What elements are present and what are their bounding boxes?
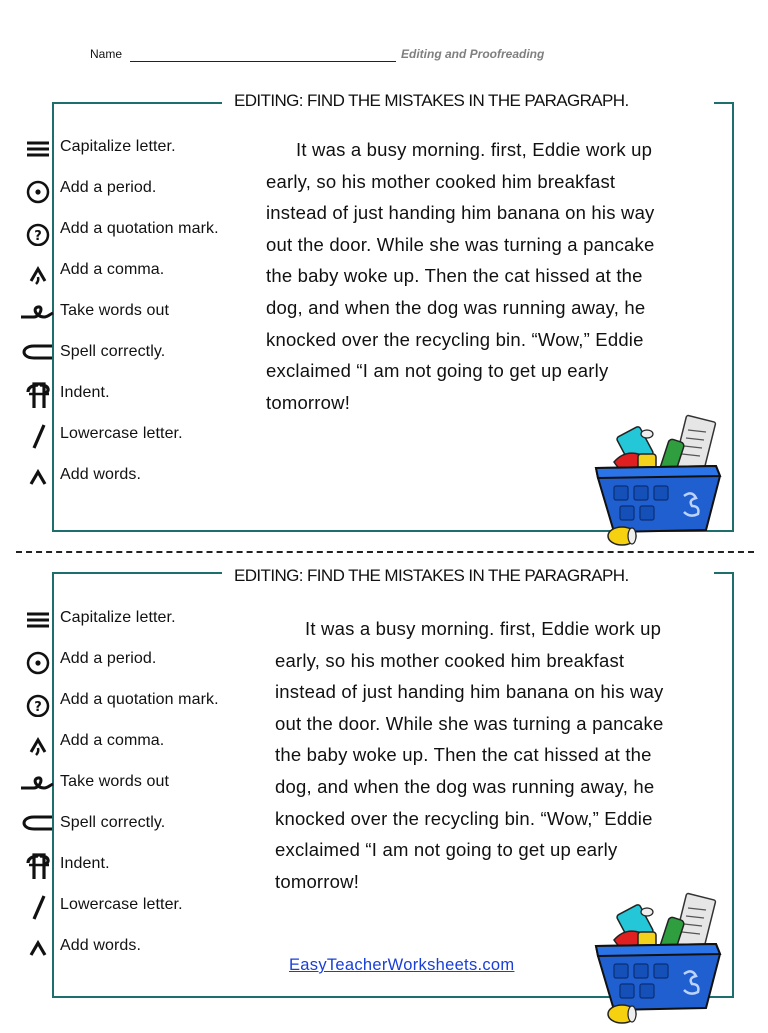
- circled-dot-icon: [20, 175, 56, 205]
- legend-item: [20, 605, 265, 635]
- legend-label: Lowercase letter.: [60, 896, 183, 913]
- legend-label: Add a quotation mark.: [60, 220, 219, 237]
- legend-item: [20, 892, 265, 922]
- caret-icon: [20, 933, 56, 963]
- slash-icon: [20, 892, 56, 922]
- svg-text:?: ?: [34, 229, 42, 244]
- caret-comma-icon: [20, 728, 56, 758]
- legend-label: Lowercase letter.: [60, 425, 183, 442]
- worksheet-subject: Editing and Proofreading: [401, 47, 545, 61]
- delete-loop-icon: [20, 769, 56, 799]
- frame-top: [52, 572, 222, 574]
- legend-item: [20, 298, 265, 328]
- legend-item: [20, 380, 265, 410]
- worksheet-section-1: [0, 0, 768, 483]
- section-title: EDITING: FIND THE MISTAKES IN THE PARAGRAPH.: [230, 566, 633, 586]
- legend-label: Add a period.: [60, 179, 157, 196]
- legend-item: [20, 687, 265, 717]
- legend-item: [20, 339, 265, 369]
- legend-label: Spell correctly.: [60, 343, 166, 360]
- circled-dot-icon: [20, 646, 56, 676]
- frame-top: [52, 102, 222, 104]
- legend-label: Indent.: [60, 855, 110, 872]
- legend-item: [20, 851, 265, 881]
- spell-arc-icon: [20, 810, 56, 840]
- legend-item: [20, 728, 265, 758]
- legend-label: Spell correctly.: [60, 814, 166, 831]
- triple-line-icon: [20, 605, 56, 635]
- paragraph-text: It was a busy morning. first, Eddie work up early, so his mother cooked him breakfast instead of just handing him banana on his way out the door. While she was turning a pancake the baby woke up. Then the cat hissed at the dog, and when the dog was running away, he knocked over the recycling bin. “Wow,” Eddie exclaimed “I am not going to get up early tomorrow!: [266, 139, 655, 413]
- legend-label: Indent.: [60, 384, 110, 401]
- legend-item: [20, 257, 265, 287]
- name-label: Name: [90, 47, 123, 61]
- slash-icon: [20, 421, 56, 451]
- delete-loop-icon: [20, 298, 56, 328]
- circled-question-icon: [20, 216, 56, 246]
- legend-label: Add a period.: [60, 650, 157, 667]
- frame-top: [714, 572, 734, 574]
- paragraph-mark-icon: [20, 851, 56, 881]
- legend-label: Add a comma.: [60, 261, 165, 278]
- spell-arc-icon: [20, 339, 56, 369]
- legend-item: [20, 769, 265, 799]
- legend-label: Add words.: [60, 937, 142, 954]
- legend-label: Take words out: [60, 773, 170, 790]
- legend-label: Capitalize letter.: [60, 609, 176, 626]
- caret-comma-icon: [20, 257, 56, 287]
- section-title: EDITING: FIND THE MISTAKES IN THE PARAGRAPH.: [230, 91, 633, 111]
- legend-item: [20, 421, 265, 451]
- recycling-bin-illustration: [592, 888, 734, 1028]
- legend-label: Add a comma.: [60, 732, 165, 749]
- legend-item: [20, 646, 265, 676]
- svg-text:?: ?: [34, 700, 42, 715]
- circled-question-icon: [20, 687, 56, 717]
- worksheet-section-2: [0, 478, 768, 958]
- legend-item: [20, 175, 265, 205]
- legend-item: [20, 933, 265, 963]
- legend-label: Add a quotation mark.: [60, 691, 219, 708]
- legend-item: [20, 216, 265, 246]
- legend-item: [20, 134, 265, 164]
- proofreading-paragraph: [275, 613, 675, 897]
- legend-label: Capitalize letter.: [60, 138, 176, 155]
- legend-item: [20, 810, 265, 840]
- frame-top: [714, 102, 734, 104]
- paragraph-text: It was a busy morning. first, Eddie work up early, so his mother cooked him breakfast instead of just handing him banana on his way out the door. While she was turning a pancake the baby woke up. Then the cat hissed at the dog, and when the dog was running away, he knocked over the recycling bin. “Wow,” Eddie exclaimed “I am not going to get up early tomorrow!: [275, 618, 664, 892]
- proofreading-paragraph: [266, 134, 666, 418]
- site-link[interactable]: EasyTeacherWorksheets.com: [289, 956, 515, 974]
- legend-label: Add words.: [60, 466, 142, 483]
- legend-label: Take words out: [60, 302, 170, 319]
- triple-line-icon: [20, 134, 56, 164]
- paragraph-mark-icon: [20, 380, 56, 410]
